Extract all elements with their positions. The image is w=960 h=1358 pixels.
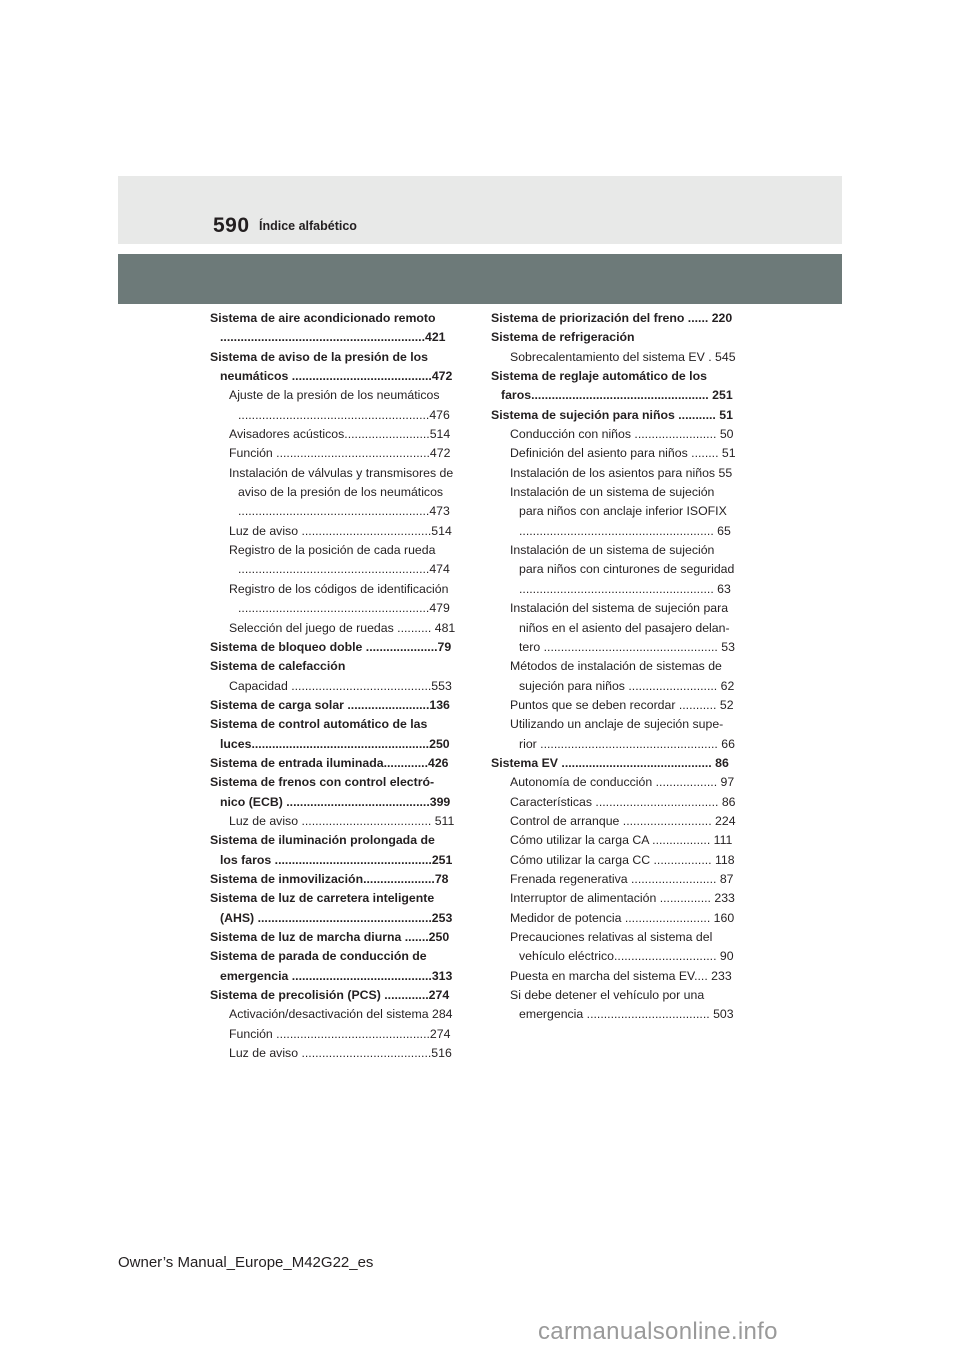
index-entry: Sistema de control automático de las (210, 717, 428, 732)
header-divider-bar (118, 254, 842, 304)
index-subentry: Puesta en marcha del sistema EV.... 233 (510, 968, 732, 983)
index-subentry: Selección del juego de ruedas .......... 481 (229, 620, 456, 635)
index-subentry: Precauciones relativas al sistema del (510, 930, 713, 944)
index-subentry: para niños con anclaje inferior ISOFIX (519, 504, 727, 519)
index-entry: Sistema de inmovilización.....................78 (210, 871, 449, 886)
index-subentry: ........................................................473 (238, 504, 450, 519)
index-entry: Sistema de refrigeración (491, 330, 635, 345)
index-entry: Sistema de aviso de la presión de los (210, 349, 429, 364)
index-subentry: Función .............................................274 (229, 1026, 451, 1041)
index-column-right (491, 309, 745, 1025)
index-entry: neumáticos .........................................472 (220, 369, 453, 384)
index-subentry: Medidor de potencia ......................... 160 (510, 910, 735, 925)
watermark: carmanualsonline.info (538, 1318, 778, 1345)
index-subentry: Luz de aviso ...................................... 511 (229, 813, 455, 828)
index-subentry: tero ................................................... 53 (519, 639, 735, 654)
index-subentry: Métodos de instalación de sistemas de (510, 659, 722, 674)
index-entry: Sistema de sujeción para niños ........... 51 (491, 407, 733, 422)
index-subentry: para niños con cinturones de seguridad (519, 562, 735, 577)
index-subentry: Activación/desactivación del sistema 284 (229, 1007, 453, 1022)
index-column-left (210, 309, 464, 1063)
index-entry: Sistema de bloqueo doble .....................79 (210, 639, 452, 654)
index-subentry: vehículo eléctrico.............................. 90 (519, 949, 734, 964)
index-entry: ............................................................421 (220, 330, 446, 345)
index-subentry: Definición del asiento para niños ........ 51 (510, 446, 736, 461)
index-subentry: Instalación de un sistema de sujeción (510, 543, 715, 558)
index-subentry: Interruptor de alimentación ............... 233 (510, 891, 735, 906)
index-subentry: Utilizando un anclaje de sujeción supe- (510, 717, 724, 732)
index-subentry: Luz de aviso ......................................514 (229, 523, 452, 538)
index-subentry: Registro de la posición de cada rueda (229, 543, 436, 558)
index-subentry: Sobrecalentamiento del sistema EV . 545 (510, 349, 736, 364)
index-entry: Sistema de iluminación prolongada de (210, 833, 435, 848)
index-subentry: ........................................................479 (238, 601, 450, 616)
index-entry: nico (ECB) ..........................................399 (220, 794, 451, 809)
index-entry: Sistema de reglaje automático de los (491, 369, 707, 384)
index-entry: Sistema de luz de marcha diurna .......250 (210, 930, 450, 944)
index-subentry: Cómo utilizar la carga CA ................. 111 (510, 833, 733, 848)
index-subentry: Cómo utilizar la carga CC ................. 118 (510, 852, 735, 867)
index-entry: Sistema de aire acondicionado remoto (210, 311, 436, 325)
index-entry: (AHS) ...................................................253 (220, 910, 453, 925)
index-entry: emergencia .........................................313 (220, 968, 453, 983)
footer-manual-id: Owner’s Manual_Europe_M42G22_es (118, 1254, 374, 1271)
index-subentry: Instalación del sistema de sujeción para (510, 601, 729, 616)
index-entry: faros.................................................... 251 (501, 388, 733, 403)
index-entry: Sistema de precolisión (PCS) .............274 (210, 988, 450, 1003)
index-subentry: Registro de los códigos de identificación (229, 581, 449, 596)
index-subentry: niños en el asiento del pasajero delan- (519, 620, 730, 635)
index-entry: Sistema de priorización del freno ...... 220 (491, 311, 733, 325)
index-subentry: rior .................................................... 66 (519, 736, 735, 751)
index-subentry: ......................................................... 63 (519, 581, 731, 596)
index-subentry: Autonomía de conducción .................. 97 (510, 775, 735, 790)
index-subentry: Control de arranque .......................... 224 (510, 813, 736, 828)
index-subentry: Conducción con niños ........................ 50 (510, 427, 734, 442)
index-subentry: Características .................................... 86 (510, 794, 736, 809)
index-subentry: Instalación de los asientos para niños 55 (510, 465, 733, 480)
index-subentry: Función .............................................472 (229, 446, 451, 461)
index-entry: los faros ..............................................251 (220, 852, 453, 867)
index-entry: Sistema de parada de conducción de (210, 949, 427, 964)
page-number: 590 (213, 214, 250, 237)
index-subentry: Puntos que se deben recordar ........... 52 (510, 697, 734, 712)
section-title: Índice alfabético (259, 219, 357, 233)
index-subentry: emergencia .................................... 503 (519, 1007, 734, 1022)
index-entry: Sistema de calefacción (210, 659, 346, 674)
index-subentry: ........................................................476 (238, 407, 450, 422)
index-subentry: ........................................................474 (238, 562, 450, 577)
index-subentry: Instalación de un sistema de sujeción (510, 485, 715, 500)
index-subentry: Ajuste de la presión de los neumáticos (229, 388, 440, 403)
index-entry: luces....................................................250 (220, 736, 450, 751)
index-subentry: Capacidad .........................................553 (229, 678, 452, 693)
index-subentry: sujeción para niños .......................... 62 (519, 678, 735, 693)
index-subentry: Instalación de válvulas y transmisores de (229, 465, 454, 480)
index-subentry: Si debe detener el vehículo por una (510, 988, 705, 1003)
index-subentry: aviso de la presión de los neumáticos (238, 485, 444, 500)
index-entry: Sistema de carga solar ........................136 (210, 697, 450, 712)
index-subentry: Luz de aviso ......................................516 (229, 1046, 452, 1061)
index-entry: Sistema EV ............................................ 86 (491, 755, 729, 770)
index-entry: Sistema de frenos con control electró- (210, 775, 435, 790)
index-subentry: ......................................................... 65 (519, 523, 731, 538)
index-entry: Sistema de entrada iluminada.............426 (210, 755, 449, 770)
index-entry: Sistema de luz de carretera inteligente (210, 891, 435, 906)
index-subentry: Avisadores acústicos.........................514 (229, 427, 451, 442)
index-subentry: Frenada regenerativa ......................... 87 (510, 871, 734, 886)
